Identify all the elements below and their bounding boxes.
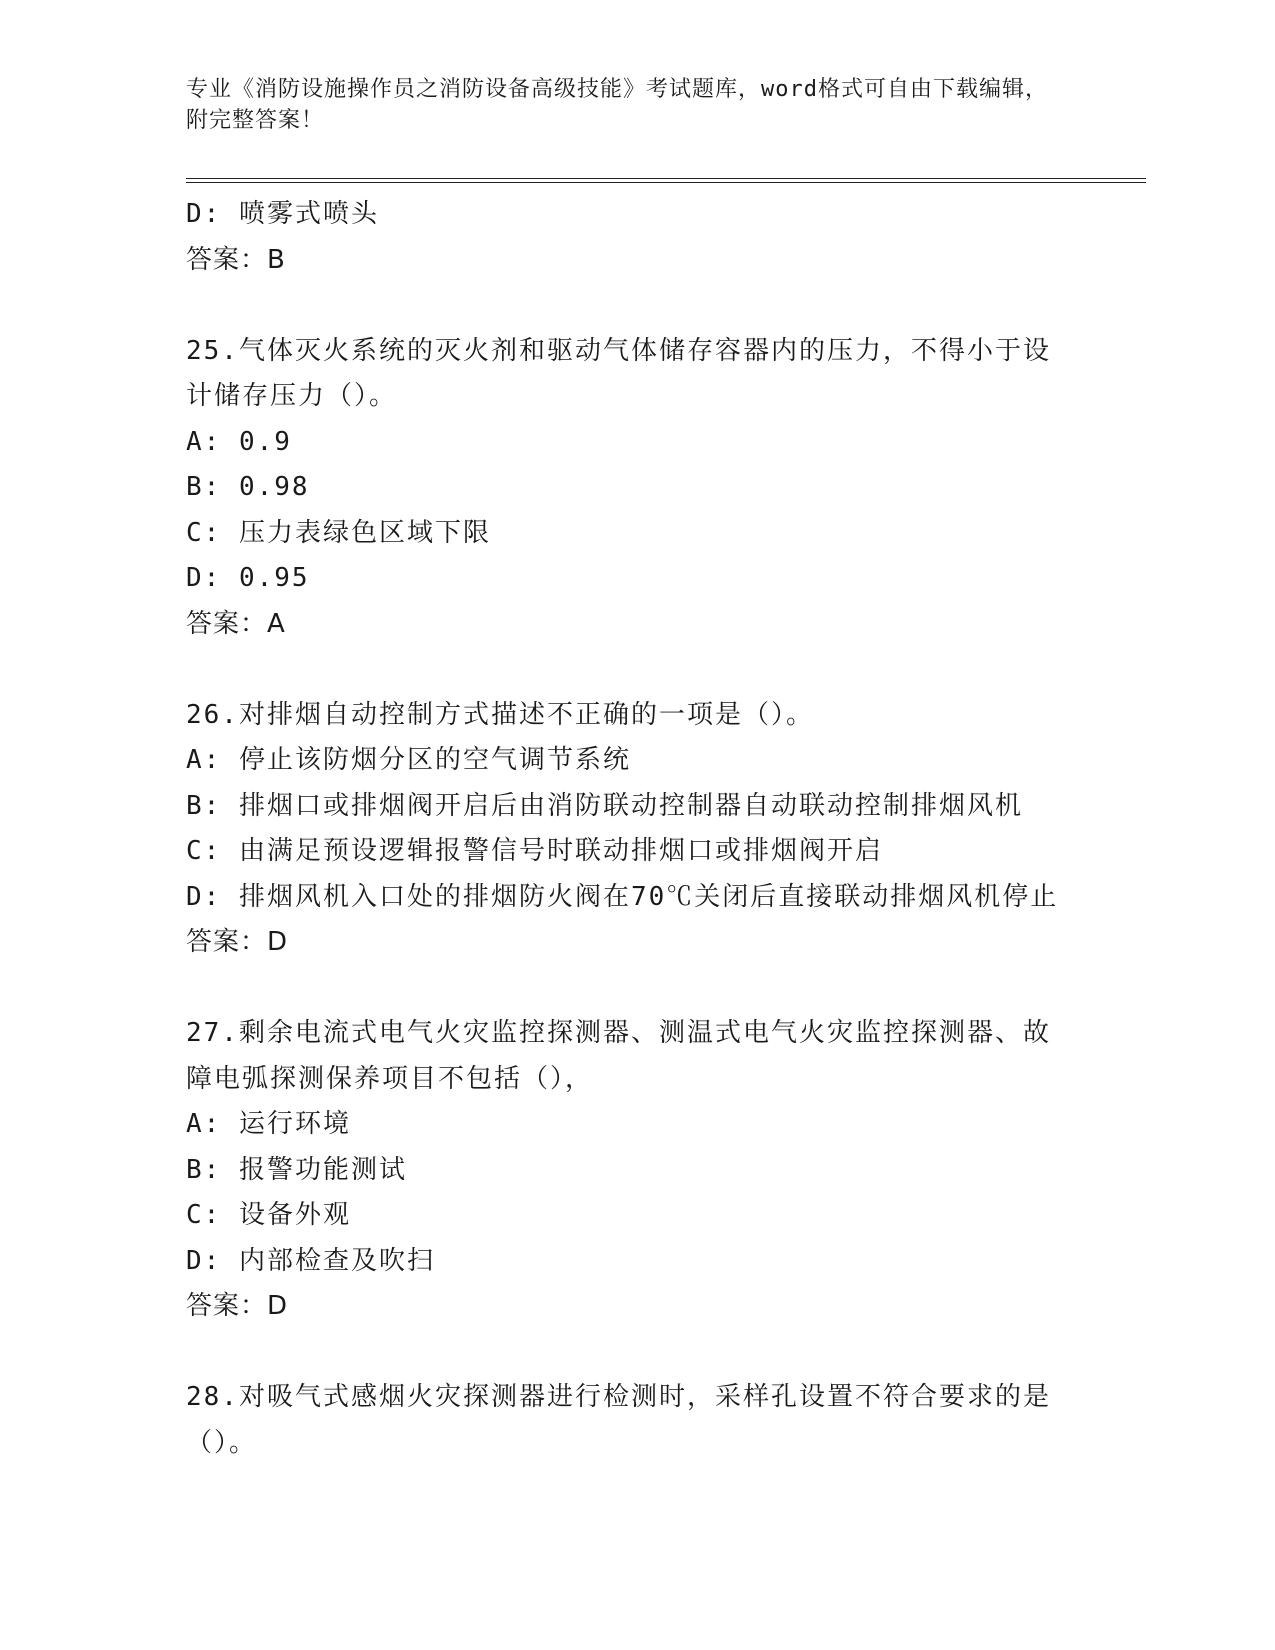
question-28	[186, 1375, 1086, 1466]
option-b: B: 0.98	[186, 472, 310, 502]
header-rule-bottom	[186, 182, 1146, 183]
option-a: A: 停止该防烟分区的空气调节系统	[186, 745, 631, 775]
question-text-cont: （）。	[186, 1427, 258, 1458]
question-25	[186, 329, 1086, 648]
option-a: A: 0.9	[186, 426, 292, 457]
option-b: B: 报警功能测试	[186, 1154, 407, 1185]
option-d: D: 内部检查及吹扫	[186, 1245, 435, 1276]
answer-line: 答案：B	[186, 244, 286, 275]
header-rule-top	[186, 178, 1146, 179]
question-text-cont: 障电弧探测保养项目不包括（），	[186, 1063, 594, 1094]
option-d: D: 喷雾式喷头	[186, 199, 379, 229]
answer-line: 答案：D	[186, 927, 289, 957]
question-text: 25.气体灭火系统的灭火剂和驱动气体储存容器内的压力，不得小于设	[186, 335, 1051, 366]
question-text: 27.剩余电流式电气火灾监控探测器、测温式电气火灾监控探测器、故	[186, 1018, 1051, 1048]
option-c: C: 设备外观	[186, 1200, 351, 1230]
option-c: C: 由满足预设逻辑报警信号时联动排烟口或排烟阀开启	[186, 836, 883, 866]
question-text: 28.对吸气式感烟火灾探测器进行检测时，采样孔设置不符合要求的是	[186, 1382, 1051, 1412]
question-27	[186, 1011, 1086, 1330]
question-text-cont: 计储存压力（）。	[186, 381, 398, 411]
option-a: A: 运行环境	[186, 1109, 351, 1139]
option-d: D: 0.95	[186, 563, 310, 593]
document-header: 专业《消防设施操作员之消防设备高级技能》考试题库，word格式可自由下载编辑，附完整答案！	[186, 77, 1048, 133]
option-c: C: 压力表绿色区域下限	[186, 517, 491, 548]
answer-line: 答案：D	[186, 1291, 289, 1321]
question-26	[186, 693, 1086, 966]
answer-line: 答案：A	[186, 608, 286, 639]
option-d: D: 排烟风机入口处的排烟防火阀在70℃关闭后直接联动排烟风机停止	[186, 881, 1059, 912]
question-text: 26.对排烟自动控制方式描述不正确的一项是（）。	[186, 699, 814, 730]
option-b: B: 排烟口或排烟阀开启后由消防联动控制器自动联动控制排烟风机	[186, 790, 1023, 821]
question-list	[186, 192, 1086, 1466]
